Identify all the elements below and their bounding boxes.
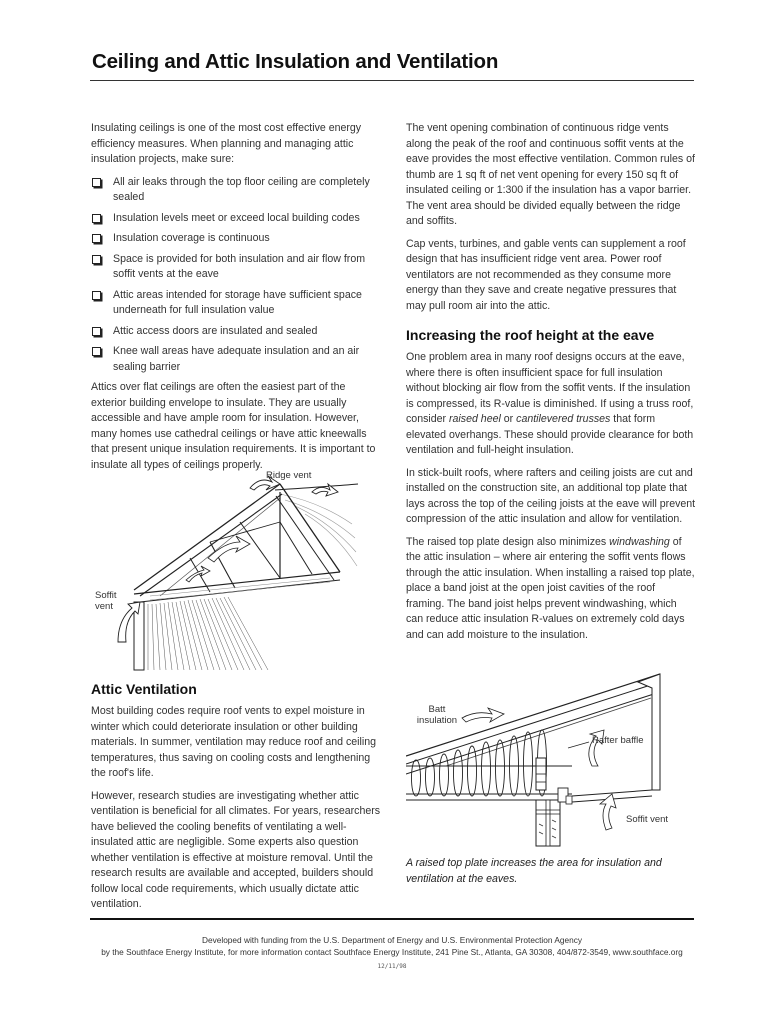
checkbox-icon — [92, 234, 101, 243]
title-divider — [90, 80, 694, 81]
checklist-item: Space is provided for both insulation and air flow from soffit vents at the eave — [91, 252, 381, 283]
checklist-item: Attic access doors are insulated and sealed — [91, 324, 381, 340]
roof-truss-illustration — [90, 462, 380, 672]
cap-vents-paragraph: Cap vents, turbines, and gable vents can supplement a roof design that has insufficient ridge vent area. Power roof ventilators are not recommended as they consume more energy than they save and create negative pressures that may pull room air into the attic. — [406, 237, 686, 312]
footer-divider — [90, 918, 694, 920]
checklist-item: Insulation levels meet or exceed local building codes — [91, 211, 381, 227]
checkbox-icon — [92, 255, 101, 264]
footer-funding: Developed with funding from the U.S. Department of Energy and U.S. Environmental Protection Agency — [201, 935, 583, 945]
attic-ventilation-heading: Attic Ventilation — [91, 681, 197, 697]
checklist — [91, 175, 381, 376]
roof-truss-figure — [90, 462, 380, 672]
checkbox-icon — [92, 291, 101, 300]
rafter-baffle-label: Rafter baffle — [592, 735, 644, 746]
soffit-vent-label: Soffit vent — [626, 814, 669, 825]
checkbox-icon — [92, 214, 101, 223]
footer-contact: by the Southface Energy Institute, for more information contact Southface Energy Institute, 241 Pine St., Atlanta, GA 30308, 404/872-3549, www.southface.org — [101, 947, 683, 957]
attic-ventilation-paragraph-1: Most building codes require roof vents to expel moisture in winter which could deteriorate insulation or other building materials. In summer, ventilation may reduce roof and ceiling temperatures, thus saving on cooling costs and lengthening the roof's life. — [91, 705, 376, 779]
checkbox-icon — [92, 347, 101, 356]
footer-date: 12/11/98 — [377, 963, 407, 970]
attic-ventilation-section — [91, 680, 381, 920]
eave-problem-paragraph: One problem area in many roof designs occurs at the eave, where there is often insufficient space for full insulation without blocking air flow from the soffit vents. If the insulation is compressed, its R-value is diminished. If using a truss roof, consider raised heel or cantilevered trusses that form elevated overhangs. These should provide clearance for both ventilation and full-height insulation. — [406, 351, 694, 456]
checklist-item: All air leaks through the top floor ceiling are completely sealed — [91, 175, 381, 206]
left-column — [91, 121, 381, 480]
checkbox-icon — [92, 178, 101, 187]
figure-caption: A raised top plate increases the area for insulation and ventilation at the eaves. — [406, 857, 662, 885]
checklist-item: Knee wall areas have adequate insulation and an air sealing barrier — [91, 344, 381, 375]
stick-built-paragraph: In stick-built roofs, where rafters and ceiling joists are cut and installed on the construction site, an additional top plate that lays across the top of the ceiling joists at the eave will prevent compression of the attic insulation and allow for ventilation. — [406, 466, 696, 525]
attics-paragraph: Attics over flat ceilings are often the easiest part of the exterior building envelope to insulate. They are usually accessible and have ample room for insulation. However, many homes use cathedral ceilings or have attic kneewalls that present unique insulation requirements. It is important to insulate all types of ceilings properly. — [91, 381, 376, 471]
ridge-vent-label: Ridge vent — [266, 470, 312, 481]
checkbox-icon — [92, 327, 101, 336]
raised-top-plate-figure — [406, 670, 696, 850]
page-title: Ceiling and Attic Insulation and Ventilation — [92, 50, 499, 73]
batt-insulation-label: Batt insulation — [416, 704, 458, 726]
checklist-item: Attic areas intended for storage have sufficient space underneath for full insulation value — [91, 288, 381, 319]
vent-opening-paragraph: The vent opening combination of continuous ridge vents along the peak of the roof and continuous soffit vents at the eave provides the most effective ventilation. Common rules of thumb are 1 sq ft of net vent opening for every 150 sq ft of insulated ceiling or 1:300 if the insulation has a vapor barrier. The vent area should be divided equally between the ridge and soffits. — [406, 122, 695, 227]
checklist-item: Insulation coverage is continuous — [91, 231, 381, 247]
intro-paragraph: Insulating ceilings is one of the most cost effective energy efficiency measures. When planning and managing attic insulation projects, make sure: — [91, 122, 362, 165]
soffit-vent-label: Soffit vent — [95, 590, 117, 612]
footer — [60, 934, 724, 958]
attic-ventilation-paragraph-2: However, research studies are investigating whether attic ventilation is beneficial for all climates. For years, researchers have believed the cooling benefits of ventilating a well-insulated attic are negligible. Some experts also question whether ventilation is effective at moisture removal. Until the research results are available and accepted, builders should follow local code requirements, which usually dictate attic ventilation. — [91, 789, 381, 910]
right-column — [406, 121, 696, 650]
raised-plate-paragraph: The raised top plate design also minimizes windwashing of the attic insulation – where air entering the soffit vents flows through the attic insulation. When installing a raised top plate, place a band joist at the open joist cavities of the roof framing. The band joist helps prevent windwashing, which can reduce attic insulation R-values on extremely cold days and can add moisture to the insulation. — [406, 535, 695, 641]
roof-height-heading: Increasing the roof height at the eave — [406, 327, 655, 343]
